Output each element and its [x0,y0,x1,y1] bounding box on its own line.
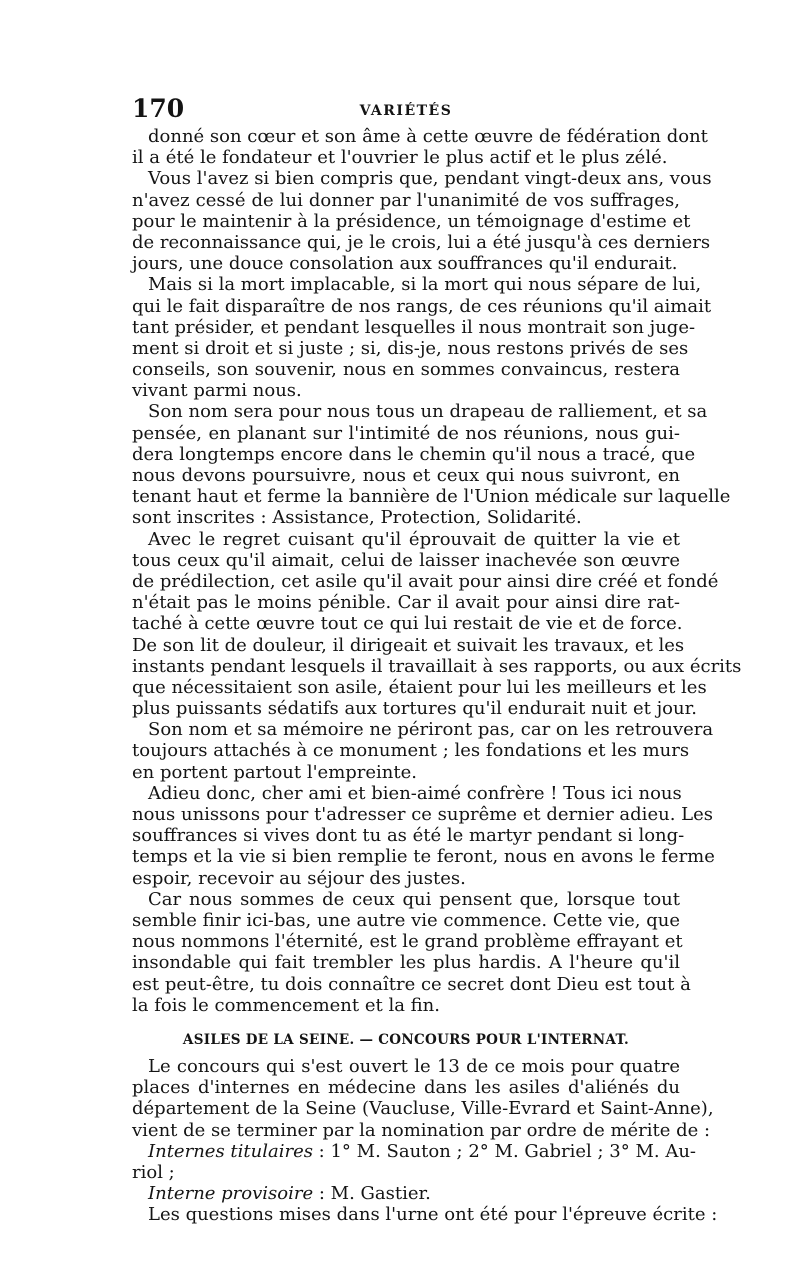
text-line: sont inscrites : Assistance, Protection, Solidarité. [132,507,582,529]
text-line: jours, une douce consolation aux souffrances qu'il endurait. [132,253,678,275]
paragraph [132,719,714,783]
text-line: temps et la vie si bien remplie te feront, nous en avons le ferme [132,846,715,868]
text-line: Adieu donc, cher ami et bien-aimé confrère ! Tous ici nous [148,782,682,804]
paragraph [132,782,715,889]
final-line: Les questions mises dans l'urne ont été pour l'épreuve écrite : [148,1204,718,1226]
text-line: places d'internes en médecine dans les asiles d'aliénés du [132,1077,680,1099]
text-line: de reconnaissance qui, je le crois, lui a été jusqu'à ces derniers [132,231,711,253]
internes-titulaires-continuation: riol ; [132,1162,175,1183]
interne-provisoire-line [132,1183,680,1204]
paragraph [132,888,691,1016]
text-line: tous ceux qu'il aimait, celui de laisser inachevée son œuvre [132,549,680,571]
internes-titulaires-line [132,1140,697,1162]
text-line: n'était pas le moins pénible. Car il avait pour ainsi dire rat- [132,592,680,614]
interne-provisoire-label: Interne provisoire [148,1183,314,1205]
section-paragraph [132,1056,714,1141]
text-line: nous unissons pour t'adresser ce suprême et dernier adieu. Les [132,804,713,825]
text-line: vient de se terminer par la nomination par ordre de mérite de : [132,1119,711,1141]
paragraph [132,528,742,720]
paragraph [132,168,712,275]
text-line: que nécessitaient son asile, étaient pour lui les meilleurs et les [132,676,707,698]
text-line: Mais si la mort implacable, si la mort qui nous sépare de lui, [148,274,702,296]
text-line: de prédilection, cet asile qu'il avait pour ainsi dire créé et fondé [132,570,719,592]
text-line: qui le fait disparaître de nos rangs, de ces réunions qu'il aimait [132,295,712,317]
text-line: n'avez cessé de lui donner par l'unanimité de vos suffrages, [132,189,680,211]
text-line: De son lit de douleur, il dirigeait et suivait les travaux, et les [132,634,685,656]
text-line: donné son cœur et son âme à cette œuvre de fédération dont [148,126,708,147]
section-heading: ASILES DE LA SEINE. — CONCOURS POUR L'INTERNAT. [182,1031,630,1048]
running-title: VARIÉTÉS [359,103,453,119]
body-text [132,126,742,1226]
paragraph [132,126,708,169]
text-line: département de la Seine (Vaucluse, Ville-Evrard et Saint-Anne), [132,1098,714,1120]
text-line: instants pendant lesquels il travaillait à ses rapports, ou aux écrits [132,655,742,677]
text-line: plus puissants sédatifs aux tortures qu'il endurait nuit et jour. [132,698,697,720]
text-line: en portent partout l'empreinte. [132,761,418,783]
text-line: Avec le regret cuisant qu'il éprouvait de quitter la vie et [148,528,680,550]
page-number: 170 [132,94,185,123]
text-line: souffrances si vives dont tu as été le martyr pendant si long- [132,825,685,847]
text-line: dera longtemps encore dans le chemin qu'il nous a tracé, que [132,443,696,465]
text-line: espoir, recevoir au séjour des justes. [132,867,466,889]
text-line: Son nom sera pour nous tous un drapeau de ralliement, et sa [148,401,708,423]
text-line: ment si droit et si juste ; si, dis-je, nous restons privés de ses [132,337,689,359]
text-line: toujours attachés à ce monument ; les fondations et les murs [132,740,690,762]
text-line: pour le maintenir à la présidence, un témoignage d'estime et [132,210,691,232]
text-line: Car nous sommes de ceux qui pensent que, lorsque tout [148,888,680,910]
text-line: Vous l'avez si bien compris que, pendant vingt-deux ans, vous [148,168,712,190]
text-line: Son nom et sa mémoire ne périront pas, car on les retrouvera [148,719,714,741]
text-line: tenant haut et ferme la bannière de l'Union médicale sur laquelle [132,486,731,508]
text-line: pensée, en planant sur l'intimité de nos réunions, nous gui- [132,422,680,444]
text-line: taché à cette œuvre tout ce qui lui restait de vie et de force. [132,613,683,635]
text-line: tant présider, et pendant lesquelles il nous montrait son juge- [132,316,696,338]
internes-titulaires-label: Internes titulaires [148,1140,313,1162]
paragraph [132,274,712,402]
paragraph-container [132,126,742,1016]
text-line: conseils, son souvenir, nous en sommes convaincus, restera [132,359,680,381]
text-line: Le concours qui s'est ouvert le 13 de ce mois pour quatre [148,1056,680,1078]
text-line: la fois le commencement et la fin. [132,994,440,1016]
text-line: insondable qui fait trembler les plus hardis. A l'heure qu'il [132,952,680,974]
internes-titulaires-text: : 1° M. Sauton ; 2° M. Gabriel ; 3° M. Au- [312,1140,697,1162]
paragraph [132,401,731,529]
interne-provisoire-text: : M. Gastier. [313,1183,431,1205]
page-header [132,94,680,128]
text-line: nous devons poursuivre, nous et ceux qui nous suivront, en [132,465,680,486]
text-line: semble finir ici-bas, une autre vie commence. Cette vie, que [132,909,680,931]
text-line: nous nommons l'éternité, est le grand problème effrayant et [132,931,683,953]
text-line: est peut-être, tu dois connaître ce secret dont Dieu est tout à [132,973,691,995]
text-line: il a été le fondateur et l'ouvrier le plus actif et le plus zélé. [132,147,668,169]
text-line: vivant parmi nous. [132,380,302,402]
